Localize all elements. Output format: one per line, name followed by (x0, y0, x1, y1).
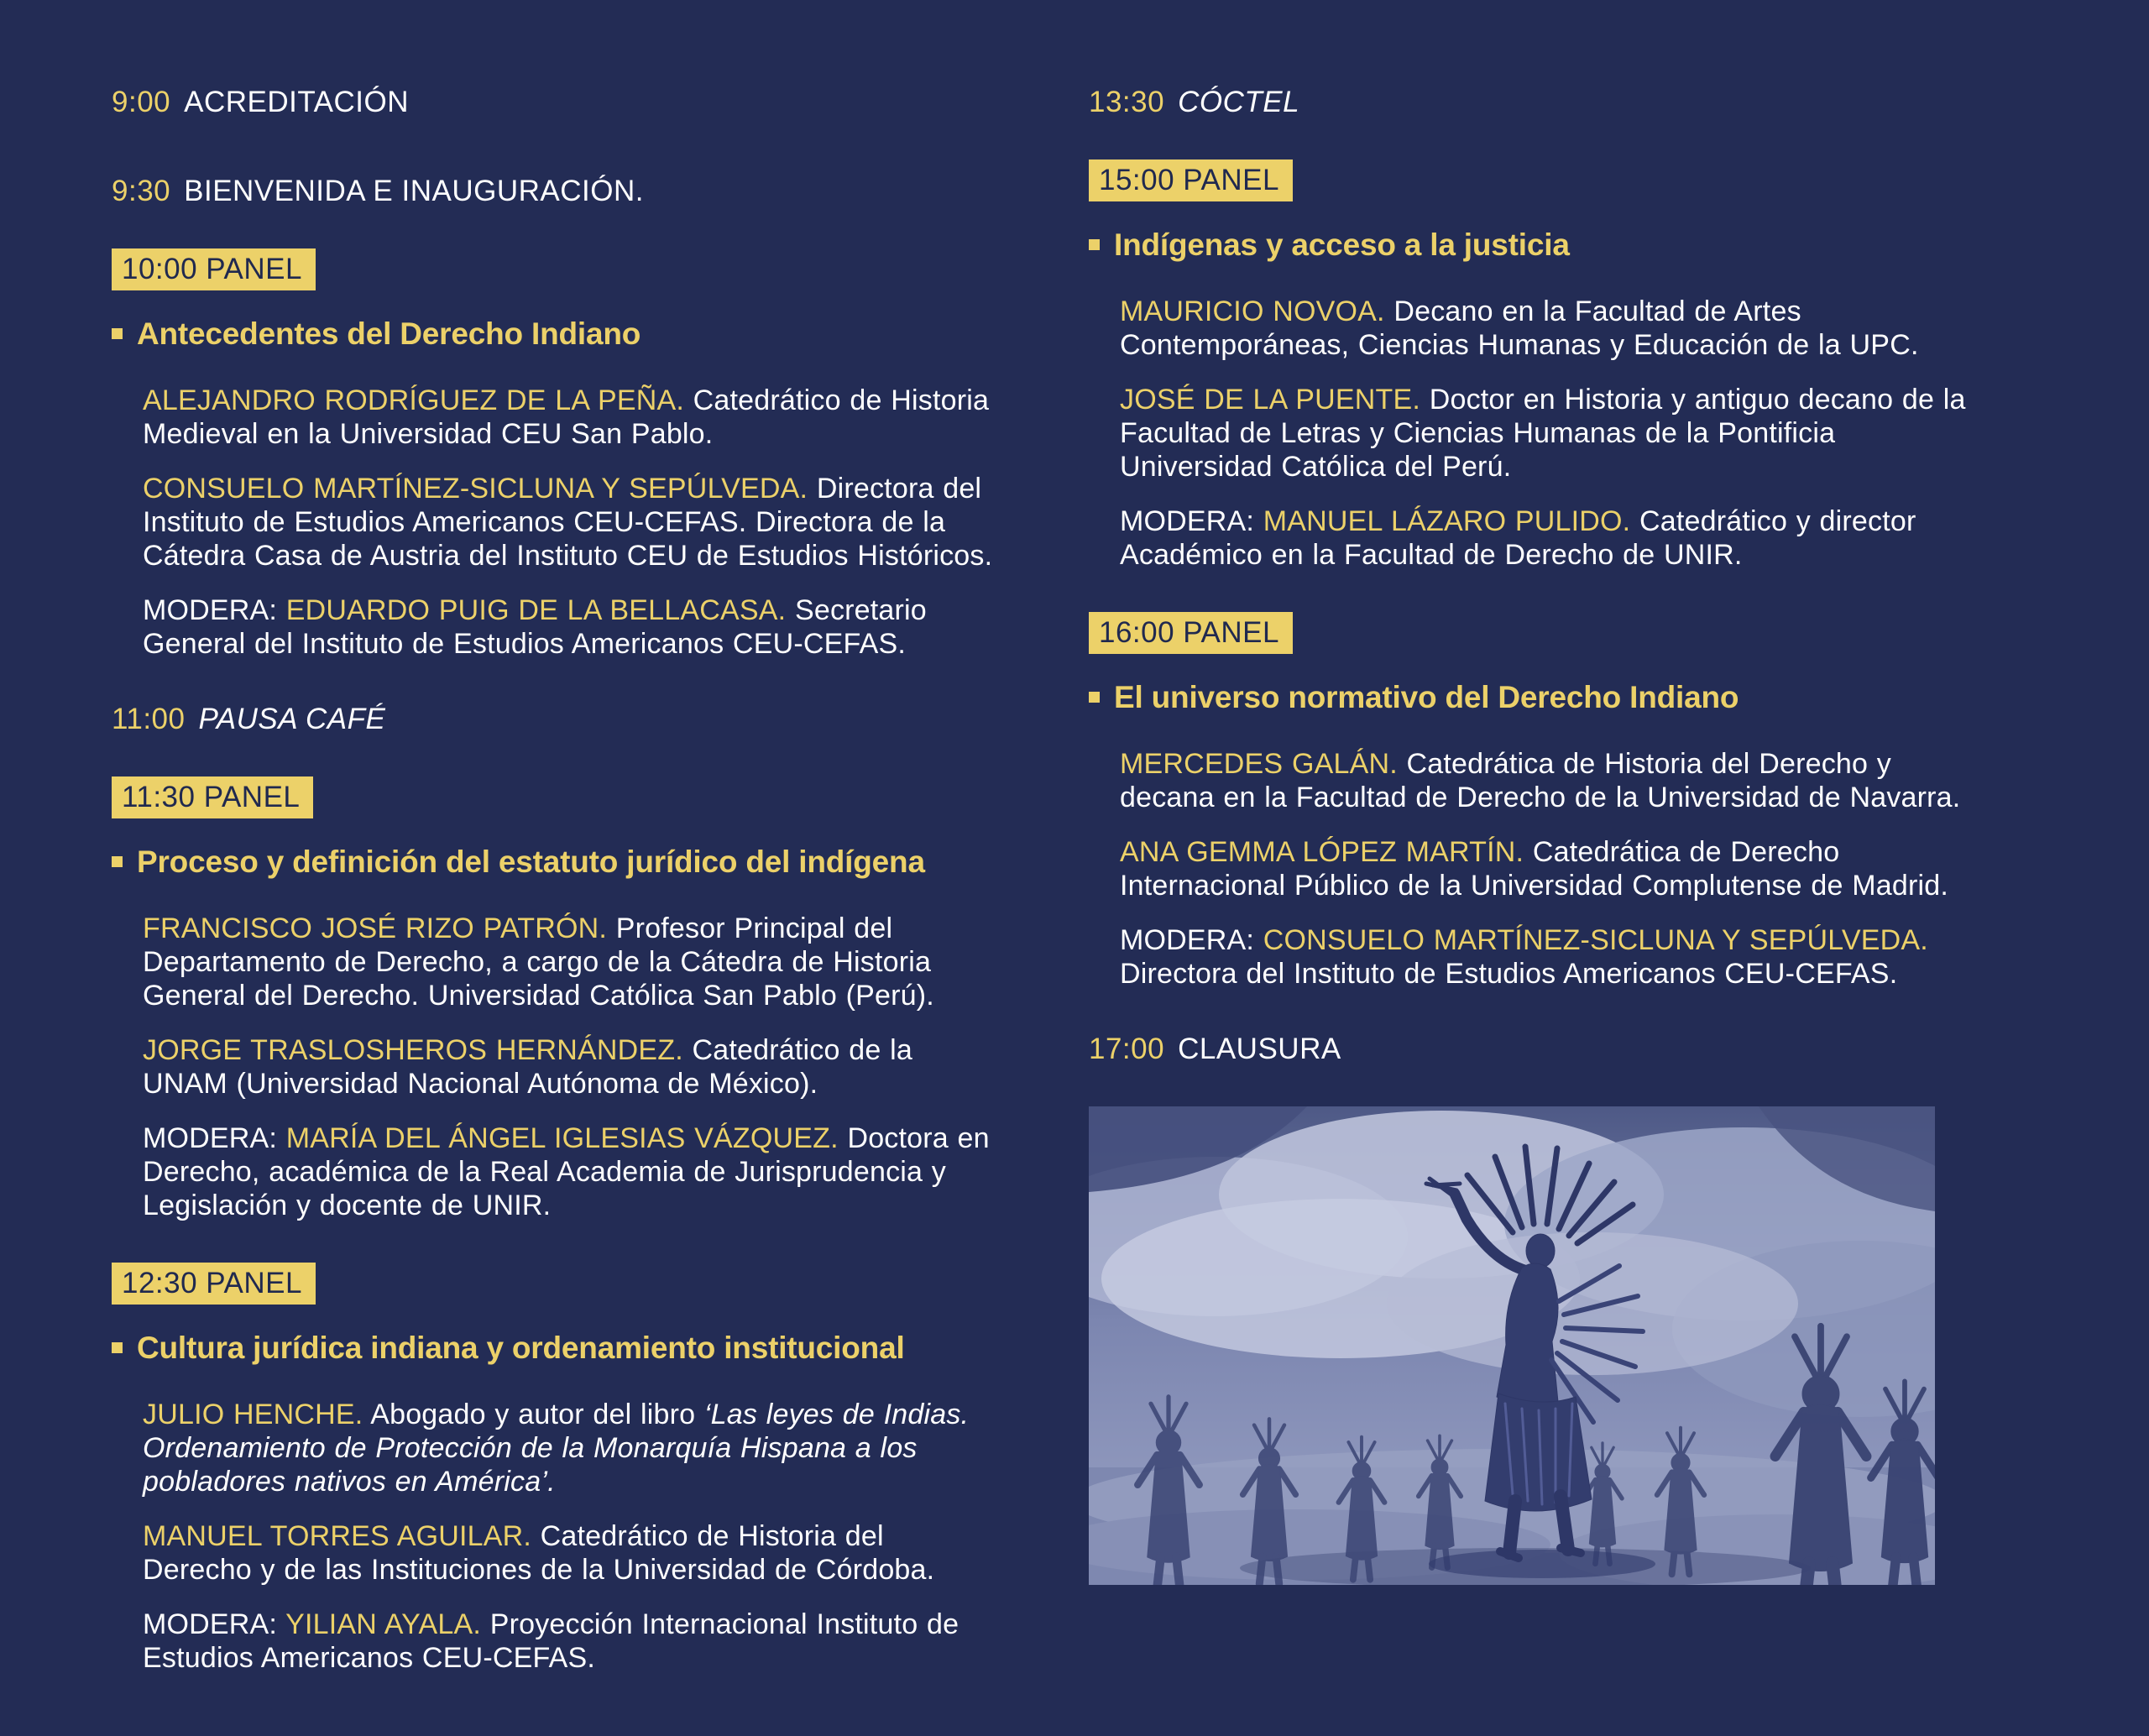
speaker-entry (1089, 383, 1980, 484)
panel-time-chip: 15:00 PANEL (1089, 159, 1293, 201)
speaker-description: Abogado y autor del libro (370, 1399, 696, 1430)
panel-topic (1089, 678, 1980, 717)
speaker-entry (1089, 835, 1980, 902)
moderator-prefix: MODERA: (143, 1608, 278, 1640)
bullet-icon (112, 328, 123, 339)
speaker-description: Catedrático de Historia Medieval en la Universidad CEU San Pablo. (143, 384, 990, 450)
panel-topic-title: Proceso y definición del estatuto jurídico del indígena (137, 844, 925, 879)
moderator-name: YILIAN AYALA. (285, 1608, 482, 1640)
moderator-name: MARÍA DEL ÁNGEL IGLESIAS VÁZQUEZ. (285, 1122, 839, 1154)
moderator-prefix: MODERA: (1120, 924, 1255, 956)
speaker-entry (112, 472, 995, 573)
panel-topic (112, 843, 995, 881)
panel-topic-title: El universo normativo del Derecho Indiano (1114, 680, 1739, 714)
moderator-description: Secretario General del Instituto de Estudios Americanos CEU-CEFAS. (143, 594, 927, 660)
event-photo (1089, 1106, 1935, 1585)
panel-time-chip: 12:30 PANEL (112, 1263, 316, 1305)
schedule-time-entry (112, 173, 995, 210)
moderator-description: Proyección Internacional Instituto de Estudios Americanos CEU-CEFAS. (143, 1608, 959, 1674)
moderator-entry (112, 593, 995, 661)
event-label: PAUSA CAFÉ (198, 703, 386, 735)
schedule-column-left (112, 84, 995, 1736)
panel-topic (112, 1329, 995, 1367)
speaker-name: MERCEDES GALÁN. (1120, 748, 1398, 780)
speaker-entry (112, 1033, 995, 1101)
speaker-name: MANUEL TORRES AGUILAR. (143, 1520, 532, 1552)
moderator-entry (112, 1122, 995, 1222)
bullet-icon (1089, 239, 1100, 250)
panel-topic-title: Cultura jurídica indiana y ordenamiento institucional (137, 1331, 905, 1365)
panel-entry (112, 248, 995, 661)
event-label: BIENVENIDA E INAUGURACIÓN. (184, 175, 644, 207)
bullet-icon (1089, 692, 1100, 703)
panel-topic-title: Antecedentes del Derecho Indiano (137, 316, 641, 351)
time-label: 17:00 (1089, 1033, 1165, 1065)
speaker-name: CONSUELO MARTÍNEZ-SICLUNA Y SEPÚLVEDA. (143, 473, 808, 505)
moderator-description: Catedrático y director Académico en la Facultad de Derecho de UNIR. (1120, 505, 1916, 571)
time-label: 9:00 (112, 86, 171, 118)
moderator-entry (1089, 923, 1980, 991)
event-label: CÓCTEL (1178, 86, 1300, 118)
schedule-time-entry (1089, 1031, 1980, 1068)
panel-entry (112, 776, 995, 1222)
speaker-description: Decano en la Facultad de Artes Contemporáneas, Ciencias Humanas y Educación de la UPC. (1120, 295, 1919, 361)
panel-entry (112, 1263, 995, 1675)
speaker-name: JULIO HENCHE. (143, 1399, 363, 1430)
dancers-illustration (1089, 1106, 1935, 1585)
event-label: CLAUSURA (1178, 1033, 1341, 1065)
panel-time-chip: 16:00 PANEL (1089, 612, 1293, 654)
panel-time-chip: 11:30 PANEL (112, 776, 313, 818)
speaker-description: Directora del Instituto de Estudios Americanos CEU-CEFAS. Directora de la Cátedra Casa de Austria del Instituto CEU de Estudios Históricos. (143, 473, 993, 572)
speaker-description: Catedrático de la UNAM (Universidad Nacional Autónoma de México). (143, 1034, 912, 1100)
bullet-icon (112, 856, 123, 867)
event-label: ACREDITACIÓN (184, 86, 409, 118)
speaker-entry (112, 1519, 995, 1587)
moderator-name: EDUARDO PUIG DE LA BELLACASA. (285, 594, 787, 626)
schedule-column-right (1089, 84, 1980, 1736)
speaker-entry (1089, 295, 1980, 362)
moderator-entry (1089, 505, 1980, 572)
time-label: 11:00 (112, 703, 186, 735)
speaker-name: JORGE TRASLOSHEROS HERNÁNDEZ. (143, 1034, 683, 1066)
speaker-description-book-title: ‘Las leyes de Indias. Ordenamiento de Protección de la Monarquía Hispana a los pobladores nativos en América’. (143, 1399, 970, 1498)
speaker-name: MAURICIO NOVOA. (1120, 295, 1385, 327)
speaker-entry (1089, 747, 1980, 814)
bullet-icon (112, 1342, 123, 1353)
panel-topic (1089, 226, 1980, 264)
panel-time-chip: 10:00 PANEL (112, 248, 316, 290)
speaker-entry (112, 912, 995, 1012)
speaker-description: Profesor Principal del Departamento de Derecho, a cargo de la Cátedra de Historia General del Derecho. Universidad Católica San Pablo (Perú). (143, 912, 934, 1012)
speaker-name: FRANCISCO JOSÉ RIZO PATRÓN. (143, 912, 608, 944)
schedule-time-entry (112, 84, 995, 121)
moderator-name: MANUEL LÁZARO PULIDO. (1263, 505, 1631, 537)
time-label: 9:30 (112, 175, 171, 207)
speaker-entry (112, 384, 995, 451)
time-label: 13:30 (1089, 86, 1165, 118)
schedule-time-entry (1089, 84, 1980, 121)
panel-entry (1089, 159, 1980, 572)
speaker-name: ANA GEMMA LÓPEZ MARTÍN. (1120, 836, 1524, 868)
speaker-description: Doctor en Historia y antiguo decano de la Facultad de Letras y Ciencias Humanas de la Pontificia Universidad Católica del Perú. (1120, 384, 1966, 483)
speaker-name: ALEJANDRO RODRÍGUEZ DE LA PEÑA. (143, 384, 685, 416)
speaker-entry (112, 1398, 995, 1498)
speaker-name: JOSÉ DE LA PUENTE. (1120, 384, 1421, 416)
speaker-description: Catedrático de Historia del Derecho y de las Instituciones de la Universidad de Córdoba. (143, 1520, 935, 1586)
moderator-description: Doctora en Derecho, académica de la Real Academia de Jurisprudencia y Legislación y docente de UNIR. (143, 1122, 990, 1221)
speaker-description: Catedrática de Derecho Internacional Público de la Universidad Complutense de Madrid. (1120, 836, 1949, 902)
moderator-prefix: MODERA: (1120, 505, 1255, 537)
panel-topic (112, 315, 995, 353)
panel-topic-title: Indígenas y acceso a la justicia (1114, 227, 1570, 262)
panel-entry (1089, 612, 1980, 991)
moderator-entry (112, 1608, 995, 1675)
moderator-name: CONSUELO MARTÍNEZ-SICLUNA Y SEPÚLVEDA. (1263, 924, 1928, 956)
schedule-time-entry (112, 701, 995, 738)
moderator-prefix: MODERA: (143, 1122, 278, 1154)
moderator-prefix: MODERA: (143, 594, 278, 626)
speaker-description: Catedrática de Historia del Derecho y decana en la Facultad de Derecho de la Universidad de Navarra. (1120, 748, 1961, 813)
moderator-description: Directora del Instituto de Estudios Americanos CEU-CEFAS. (1120, 958, 1898, 990)
